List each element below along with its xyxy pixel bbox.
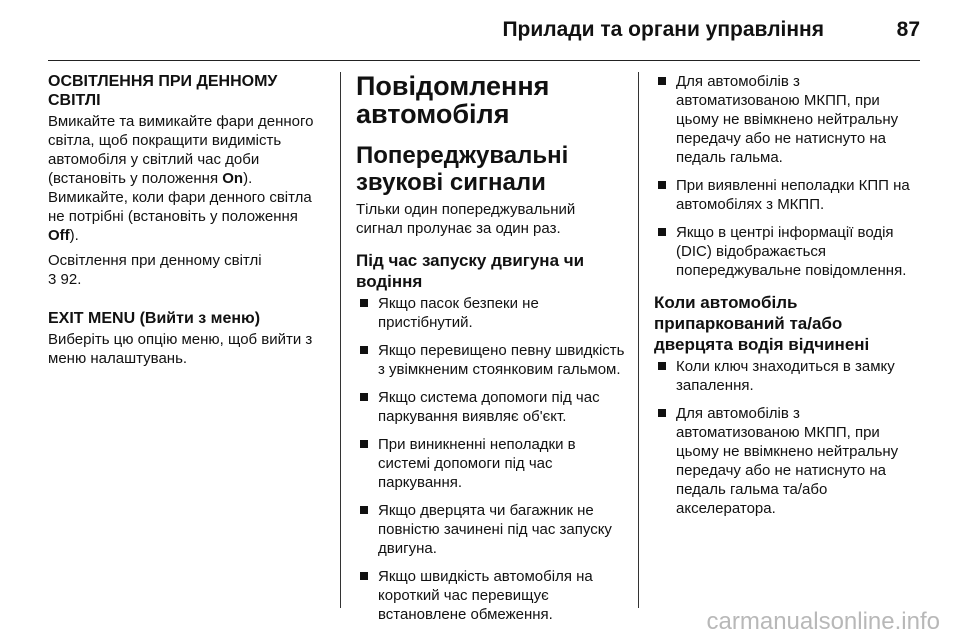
list-item: Якщо система допомоги під час паркування виявляє об'єкт. xyxy=(356,388,626,426)
parked-heading: Коли автомобіль припаркований та/або дверцята водія відчинені xyxy=(654,293,870,354)
daylight-heading: ОСВІТЛЕННЯ ПРИ ДЕННОМУ СВІТЛІ xyxy=(48,73,278,109)
list-item: Якщо дверцята чи багажник не повністю зачинені під час запуску двигуна. xyxy=(356,501,626,558)
exit-menu-text: Виберіть цю опцію меню, щоб вийти з меню налаштувань. xyxy=(48,331,313,367)
page-header xyxy=(48,0,920,61)
daylight-paragraph: Вмикайте та вимикайте фари денного світла, щоб покращити видимість автомобіля у світлий час доби (встановіть у положення On). Вимикайте, коли фари денного світла не потрібні (встановіть у положення Off). xyxy=(48,113,314,244)
exit-menu-heading: EXIT MENU (Вийти з меню) xyxy=(48,310,261,327)
section-title: Повідомлення автомобіля xyxy=(356,71,550,129)
list-item: Якщо перевищено певну швидкість з увімкненим стоянковим гальмом. xyxy=(356,341,626,379)
list-item: Для автомобілів з автоматизованою МКПП, при цьому не ввімкнено нейтральну передачу або не натиснуто на педаль гальма та/або акселератора. xyxy=(654,404,926,518)
driving-heading: Під час запуску двигуна чи водіння xyxy=(356,251,585,291)
parked-list xyxy=(654,357,926,518)
column-divider xyxy=(340,72,341,608)
daylight-reference: Освітлення при денному світлі 3 92. xyxy=(48,252,262,288)
middle-column xyxy=(356,72,626,633)
continued-list xyxy=(654,72,926,280)
page-reference: 3 92. xyxy=(48,271,82,288)
list-item: Якщо пасок безпеки не пристібнутий. xyxy=(356,294,626,332)
list-item: Коли ключ знаходиться в замку запалення. xyxy=(654,357,926,395)
list-item: При виникненні неполадки в системі допомоги під час паркування. xyxy=(356,435,626,492)
section-subtitle: Попереджувальні звукові сигнали xyxy=(356,142,569,196)
right-column xyxy=(654,72,926,527)
list-item: При виявленні неполадки КПП на автомобілях з МКПП. xyxy=(654,176,926,214)
list-item: Якщо швидкість автомобіля на короткий час перевищує встановлене обмеження. xyxy=(356,567,626,624)
intro-text: Тільки один попереджувальний сигнал пролунає за один раз. xyxy=(356,201,576,237)
list-item: Для автомобілів з автоматизованою МКПП, при цьому не ввімкнено нейтральну передачу або не натиснуто на педаль гальма. xyxy=(654,72,926,167)
left-column xyxy=(48,72,330,374)
page-number: 87 xyxy=(896,18,920,41)
driving-list xyxy=(356,294,626,624)
on-value: On xyxy=(222,170,244,187)
list-item: Якщо в центрі інформації водія (DIC) відображається попереджувальне повідомлення. xyxy=(654,223,926,280)
watermark: carmanualsonline.info xyxy=(706,608,940,635)
page-title: Прилади та органи управління xyxy=(502,18,824,41)
column-divider xyxy=(638,72,639,608)
off-value: Off xyxy=(48,227,70,244)
